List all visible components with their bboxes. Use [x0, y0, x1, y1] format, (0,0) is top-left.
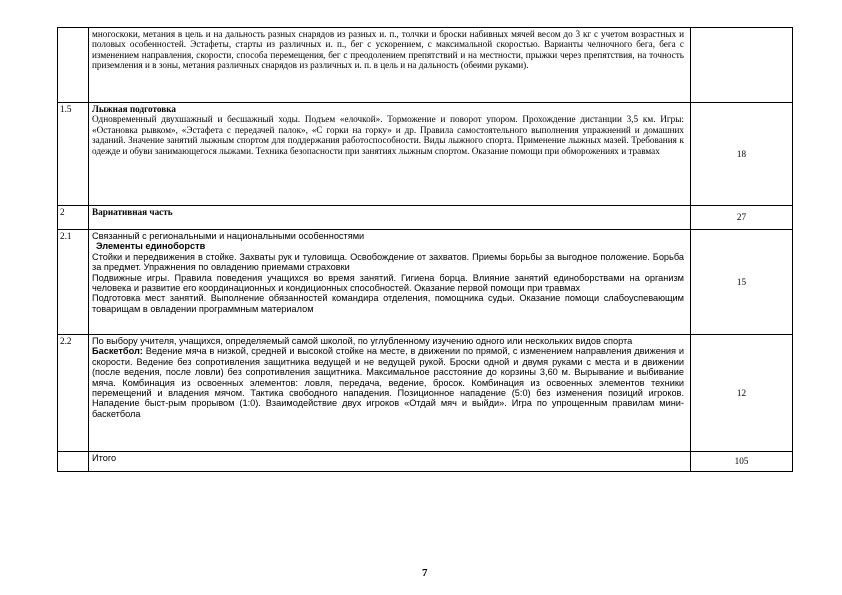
row-content — [89, 206, 691, 230]
row-content — [89, 452, 691, 472]
section-title: Вариативная часть — [92, 207, 173, 217]
row-hours — [691, 28, 793, 103]
total-hours: 105 — [691, 452, 793, 472]
row-description — [92, 346, 684, 419]
row-hours: 12 — [691, 335, 793, 452]
row-content — [89, 103, 691, 206]
row-paragraph-2: Подвижные игры. Правила поведения учащихся во время занятий. Гигиена борца. Влияние занятий единоборствами на организм человека и развитие его координационных и кондиционных способностей. Оказание первой помощи при травмах — [92, 272, 684, 294]
row-description: Одновременный двухшажный и бесшажный ходы. Подъем «елочкой». Торможение и поворот упором. Прохождение дистанции 3,5 км. Игры: «Остановка рывком», «Эстафета с передачей палок», «С горки на горку» и др. Правила самостоятельного выполнения упражнений и домашних заданий. Значение занятий лыжным спортом для поддержания работоспособности. Виды лыжного спорта. Применение лыжных мазей. Требования к одежде и обуви занимающегося лыжами. Техника безопасности при занятиях лыжным спортом. Оказание помощи при обморожениях и травмах — [92, 114, 684, 156]
row-number — [58, 28, 89, 103]
table-row — [58, 452, 793, 472]
row-description: многоскоки, метания в цель и на дальность разных снарядов из разных и. п., толчки и броски набивных мячей весом до 3 кг с учетом возрастных и половых особенностей. Эстафеты, старты из различных и. п., бег с ускорением, с максимальной скоростью. Варианты челночного бега, бега с изменением направления, скорости, способа перемещения, бег с преодолением препятствий и на местности, прыжки через препятствия, на точность приземления и в зоны, метания различных снарядов из различных и. п. в цель и на дальность (обеими руками). — [92, 29, 684, 71]
row-number — [58, 452, 89, 472]
row-number: 2.2 — [58, 335, 89, 452]
row-content — [89, 28, 691, 103]
table-row — [58, 103, 793, 206]
section-title: Элементы единоборств — [96, 241, 206, 252]
row-number: 1.5 — [58, 103, 89, 206]
row-description-text: Ведение мяча в низкой, средней и высокой стойке на месте, в движении по прямой, с изменением направления движения и скорости. Ведение без сопротивления защитника ведущей и не ведущей рукой. Броски одной и двумя руками с места и в движении (после ведения, после ловли) без сопротивления защитника. Максимальное расстояние до корзины 3,60 м. Вырывание и выбивание мяча. Комбинация из освоенных элементов: ловля, передача, ведение, бросок. Комбинация из освоенных элементов техники перемещений и владения мячом. Тактика свободного нападения. Позиционное нападение (5:0) без изменения позиций игроков. Нападение быст-рым прорывом (1:0). Взаимодействие двух игроков «Отдай мяч и выйди». Игра по упрощенным правилам мини-баскетбола — [92, 346, 684, 419]
row-paragraph-1: Стойки и передвижения в стойке. Захваты рук и туловища. Освобождение от захватов. Приемы борьбы за выгодное положение. Борьба за предмет. Упражнения по овладению приемами страховки — [92, 251, 684, 273]
row-hours: 15 — [691, 230, 793, 335]
table-row — [58, 206, 793, 230]
section-intro: Связанный с региональными и национальными особенностями — [92, 231, 365, 241]
row-hours: 27 — [691, 206, 793, 230]
row-content — [89, 230, 691, 335]
table-row — [58, 28, 793, 103]
row-hours: 18 — [691, 103, 793, 206]
total-label: Итого — [92, 453, 117, 463]
section-title: Лыжная подготовка — [92, 104, 176, 114]
section-title: Баскетбол: — [92, 346, 143, 357]
table-row — [58, 335, 793, 452]
table-row — [58, 230, 793, 335]
row-paragraph-3: Подготовка мест занятий. Выполнение обязанностей командира отделения, помощника судьи. Оказание помощи слабоуспевающим товарищам в овладении программным материалом — [92, 293, 684, 314]
row-number: 2.1 — [58, 230, 89, 335]
row-number: 2 — [58, 206, 89, 230]
row-content — [89, 335, 691, 452]
page-number: 7 — [422, 567, 428, 579]
curriculum-table — [57, 27, 793, 472]
section-intro: По выбору учителя, учащихся, определяемый самой школой, по углубленному изучению одного или нескольких видов спорта — [92, 336, 633, 346]
